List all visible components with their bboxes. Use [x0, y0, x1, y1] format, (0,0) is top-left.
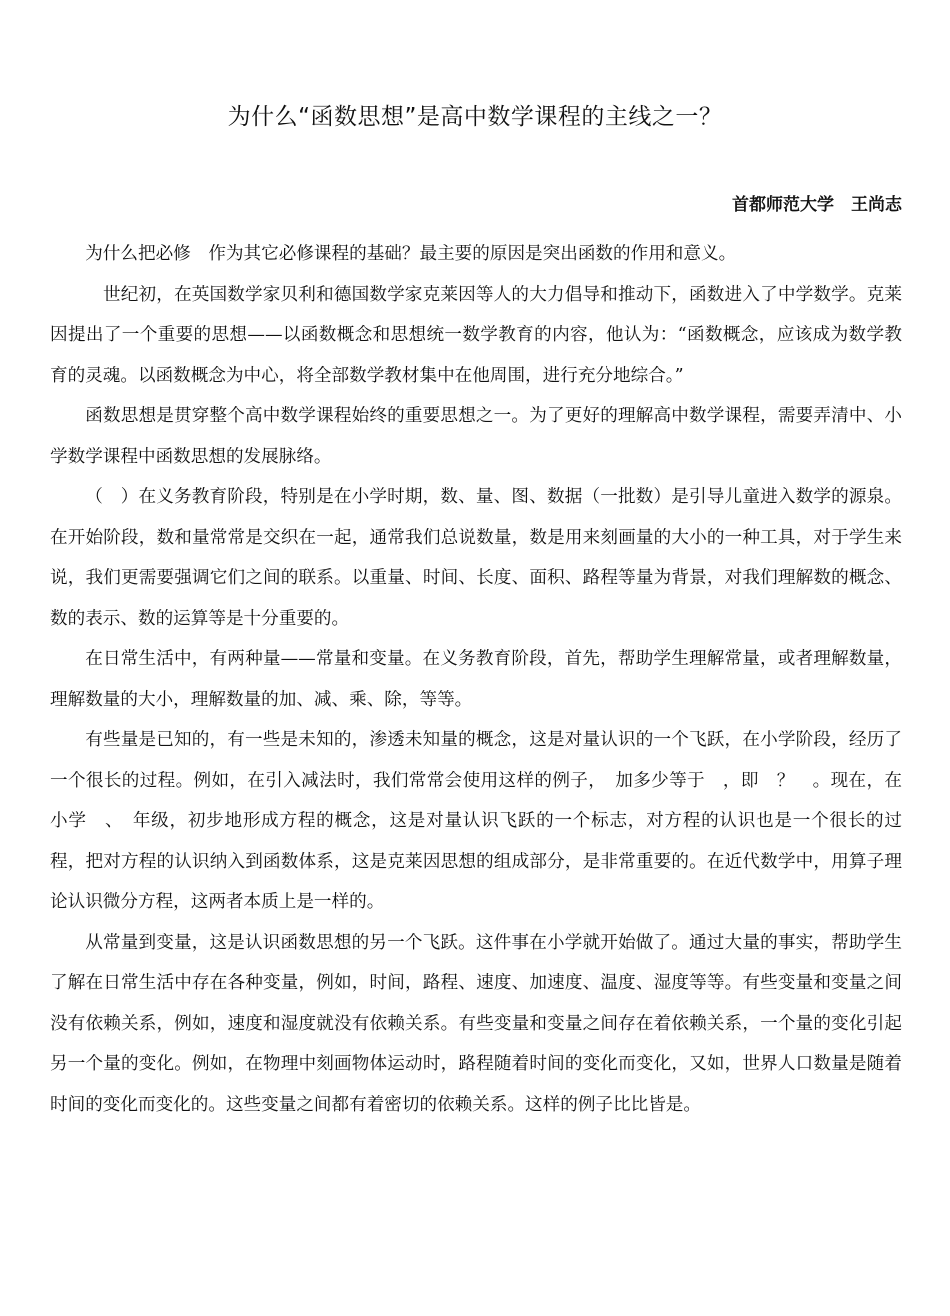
paragraph-3: 函数思想是贯穿整个高中数学课程始终的重要思想之一。为了更好的理解高中数学课程，需要弄清中、小学数学课程中函数思想的发展脉络。 [50, 406, 902, 467]
author-byline: 首都师范大学 王尚志 [732, 195, 902, 215]
paragraph-2: 世纪初，在英国数学家贝利和德国数学家克莱因等人的大力倡导和推动下，函数进入了中学数学。克莱因提出了一个重要的思想——以函数概念和思想统一数学教育的内容，他认为：“函数概念，应该成为数学教育的灵魂。以函数概念为中心，将全部数学教材集中在他周围，进行充分地综合。” [50, 284, 902, 386]
document-title: 为什么“函数思想”是高中数学课程的主线之一？ [227, 104, 723, 130]
paragraph-4: （ ）在义务教育阶段，特别是在小学时期，数、量、图、数据（一批数）是引导儿童进入数学的源泉。在开始阶段，数和量常常是交织在一起，通常我们总说数量，数是用来刻画量的大小的一种工具，对于学生来说，我们更需要强调它们之间的联系。以重量、时间、长度、面积、路程等量为背景，对我们理解数的概念、数的表示、数的运算等是十分重要的。 [50, 487, 902, 629]
paragraph-7: 从常量到变量，这是认识函数思想的另一个飞跃。这件事在小学就开始做了。通过大量的事实，帮助学生了解在日常生活中存在各种变量，例如，时间，路程、速度、加速度、温度、湿度等等。有些变量和变量之间没有依赖关系，例如，速度和湿度就没有依赖关系。有些变量和变量之间存在着依赖关系，一个量的变化引起另一个量的变化。例如，在物理中刻画物体运动时，路程随着时间的变化而变化，又如，世界人口数量是随着时间的变化而变化的。这些变量之间都有着密切的依赖关系。这样的例子比比皆是。 [50, 932, 902, 1115]
document-body [50, 234, 902, 1125]
paragraph-1: 为什么把必修 作为其它必修课程的基础？最主要的原因是突出函数的作用和意义。 [85, 244, 737, 264]
paragraph-5: 在日常生活中，有两种量——常量和变量。在义务教育阶段，首先，帮助学生理解常量，或者理解数量，理解数量的大小，理解数量的加、减、乘、除，等等。 [50, 649, 902, 710]
paragraph-6: 有些量是已知的，有一些是未知的，渗透未知量的概念，这是对量认识的一个飞跃，在小学阶段，经历了一个很长的过程。例如，在引入减法时，我们常常会使用这样的例子， 加多少等于 ，即 ？ 。现在，在小学 、 年级，初步地形成方程的概念，这是对量认识飞跃的一个标志，对方程的认识也是一个很长的过程，把对方程的认识纳入到函数体系，这是克莱因思想的组成部分，是非常重要的。在近代数学中，用算子理论认识微分方程，这两者本质上是一样的。 [50, 730, 902, 912]
